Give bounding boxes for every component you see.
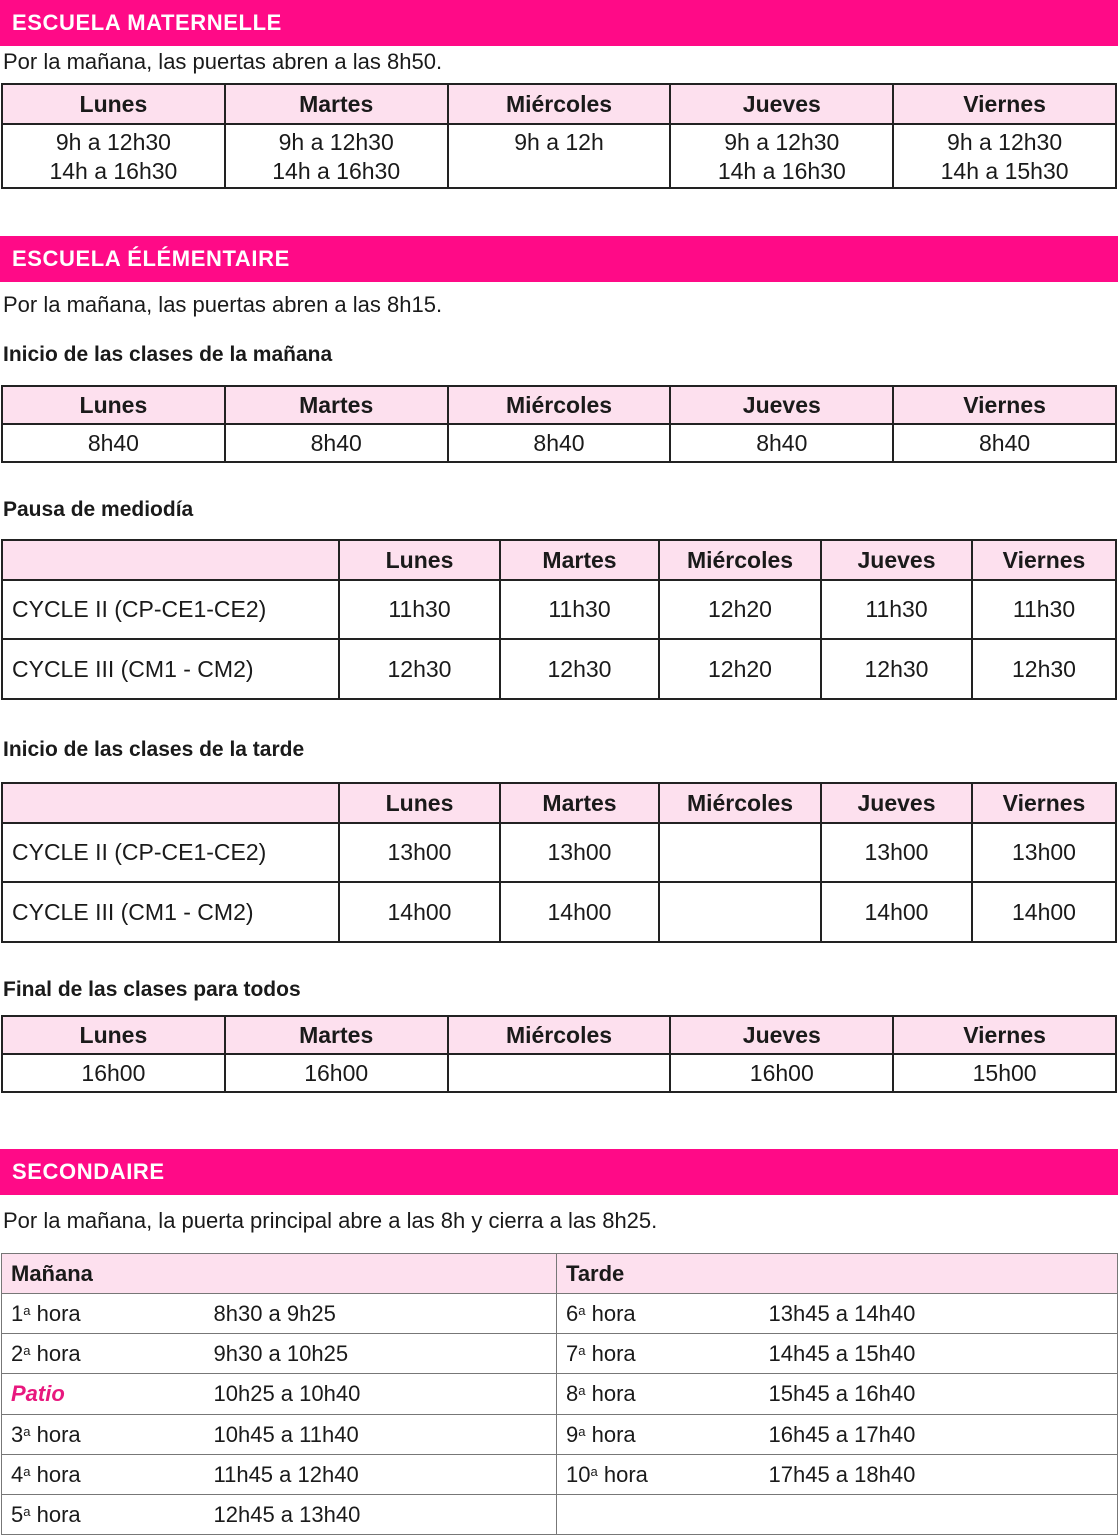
day-header: Viernes	[893, 386, 1116, 424]
time-cell: 11h30	[972, 580, 1116, 639]
time-cell: 14h00	[821, 882, 972, 942]
maternelle-table	[1, 83, 1117, 189]
time-cell: 16h00	[225, 1054, 448, 1092]
day-header: Martes	[500, 540, 659, 580]
time-cell: 12h20	[659, 639, 821, 699]
period-time: 11h45 a 12h40	[205, 1455, 557, 1495]
day-header: Miércoles	[448, 386, 671, 424]
time-cell: 14h00	[339, 882, 500, 942]
period-time: 10h25 a 10h40	[205, 1374, 557, 1415]
day-header: Lunes	[2, 84, 225, 124]
maternelle-note: Por la mañana, las puertas abren a las 8h50.	[3, 49, 443, 74]
elementaire-note: Por la mañana, las puertas abren a las 8h15.	[3, 292, 443, 317]
day-header: Jueves	[670, 386, 893, 424]
period-label: 3$^a$ hora	[2, 1415, 205, 1455]
day-header: Martes	[225, 84, 448, 124]
blank-header	[2, 783, 339, 823]
period-time: 13h45 a 14h40	[760, 1294, 1118, 1334]
day-header: Viernes	[893, 84, 1116, 124]
time-cell: 16h00	[2, 1054, 225, 1092]
period-time: 15h45 a 16h40	[760, 1374, 1118, 1415]
time-cell: 14h00	[500, 882, 659, 942]
section-banner-elementaire: ESCUELA ÉLÉMENTAIRE	[0, 236, 1118, 282]
secondaire-table	[1, 1253, 1118, 1535]
hours-cell: 9h a 12h30 14h a 15h30	[893, 124, 1116, 188]
time-cell: 8h40	[2, 424, 225, 462]
time-cell: 13h00	[339, 823, 500, 882]
time-cell: 13h00	[972, 823, 1116, 882]
day-header: Jueves	[821, 783, 972, 823]
day-header: Jueves	[670, 84, 893, 124]
secondaire-note: Por la mañana, la puerta principal abre a las 8h y cierra a las 8h25.	[3, 1208, 658, 1233]
cycle-label: CYCLE III (CM1 - CM2)	[2, 639, 339, 699]
day-header: Viernes	[972, 540, 1116, 580]
day-header: Viernes	[893, 1016, 1116, 1054]
morning-start-heading: Inicio de las clases de la mañana	[3, 343, 333, 366]
hours-cell: 9h a 12h30 14h a 16h30	[670, 124, 893, 188]
cycle-label: CYCLE II (CP-CE1-CE2)	[2, 580, 339, 639]
time-cell: 12h30	[972, 639, 1116, 699]
hours-cell: 9h a 12h	[448, 124, 671, 188]
time-cell	[659, 823, 821, 882]
day-header: Jueves	[670, 1016, 893, 1054]
morning-header: Mañana	[2, 1254, 557, 1294]
time-cell: 12h30	[500, 639, 659, 699]
day-header: Viernes	[972, 783, 1116, 823]
period-time: 17h45 a 18h40	[760, 1455, 1118, 1495]
time-cell: 14h00	[972, 882, 1116, 942]
period-time: 14h45 a 15h40	[760, 1334, 1118, 1374]
afternoon-header: Tarde	[557, 1254, 1118, 1294]
day-header: Martes	[500, 783, 659, 823]
day-header: Miércoles	[659, 783, 821, 823]
time-cell: 16h00	[670, 1054, 893, 1092]
time-cell: 12h30	[339, 639, 500, 699]
time-cell: 15h00	[893, 1054, 1116, 1092]
time-cell: 11h30	[500, 580, 659, 639]
day-header: Lunes	[2, 1016, 225, 1054]
midday-table	[1, 539, 1117, 700]
day-header: Lunes	[339, 540, 500, 580]
period-label: 9$^a$ hora	[557, 1415, 760, 1455]
morning-start-table	[1, 385, 1117, 463]
time-cell: 11h30	[821, 580, 972, 639]
period-time: 8h30 a 9h25	[205, 1294, 557, 1334]
hours-cell: 9h a 12h30 14h a 16h30	[225, 124, 448, 188]
day-header: Lunes	[339, 783, 500, 823]
period-time: 16h45 a 17h40	[760, 1415, 1118, 1455]
period-label: 5$^a$ hora	[2, 1495, 205, 1535]
end-heading: Final de las clases para todos	[3, 978, 301, 1001]
time-cell: 11h30	[339, 580, 500, 639]
day-header: Martes	[225, 386, 448, 424]
time-cell: 8h40	[225, 424, 448, 462]
period-label: 2$^a$ hora	[2, 1334, 205, 1374]
time-cell: 8h40	[893, 424, 1116, 462]
afternoon-start-heading: Inicio de las clases de la tarde	[3, 738, 305, 761]
period-label: 8$^a$ hora	[557, 1374, 760, 1415]
cycle-label: CYCLE II (CP-CE1-CE2)	[2, 823, 339, 882]
blank-header	[2, 540, 339, 580]
patio-label: Patio	[2, 1374, 205, 1415]
midday-heading: Pausa de mediodía	[3, 498, 194, 521]
day-header: Jueves	[821, 540, 972, 580]
time-cell: 13h00	[500, 823, 659, 882]
cycle-label: CYCLE III (CM1 - CM2)	[2, 882, 339, 942]
end-table	[1, 1015, 1117, 1093]
period-label: 7$^a$ hora	[557, 1334, 760, 1374]
day-header: Martes	[225, 1016, 448, 1054]
period-label: 6$^a$ hora	[557, 1294, 760, 1334]
day-header: Miércoles	[448, 1016, 671, 1054]
time-cell	[659, 882, 821, 942]
period-label: 4$^a$ hora	[2, 1455, 205, 1495]
section-banner-secondaire: SECONDAIRE	[0, 1149, 1118, 1195]
afternoon-start-table	[1, 782, 1117, 943]
time-cell: 8h40	[670, 424, 893, 462]
time-cell: 12h30	[821, 639, 972, 699]
time-cell: 12h20	[659, 580, 821, 639]
period-time: 12h45 a 13h40	[205, 1495, 557, 1535]
time-cell: 8h40	[448, 424, 671, 462]
period-time: 9h30 a 10h25	[205, 1334, 557, 1374]
empty-cell	[557, 1495, 1118, 1535]
day-header: Miércoles	[448, 84, 671, 124]
period-time: 10h45 a 11h40	[205, 1415, 557, 1455]
period-label: 10$^a$ hora	[557, 1455, 760, 1495]
day-header: Miércoles	[659, 540, 821, 580]
time-cell: 13h00	[821, 823, 972, 882]
hours-cell: 9h a 12h30 14h a 16h30	[2, 124, 225, 188]
period-label: 1$^a$ hora	[2, 1294, 205, 1334]
time-cell	[448, 1054, 671, 1092]
section-banner-maternelle: ESCUELA MATERNELLE	[0, 0, 1118, 46]
day-header: Lunes	[2, 386, 225, 424]
